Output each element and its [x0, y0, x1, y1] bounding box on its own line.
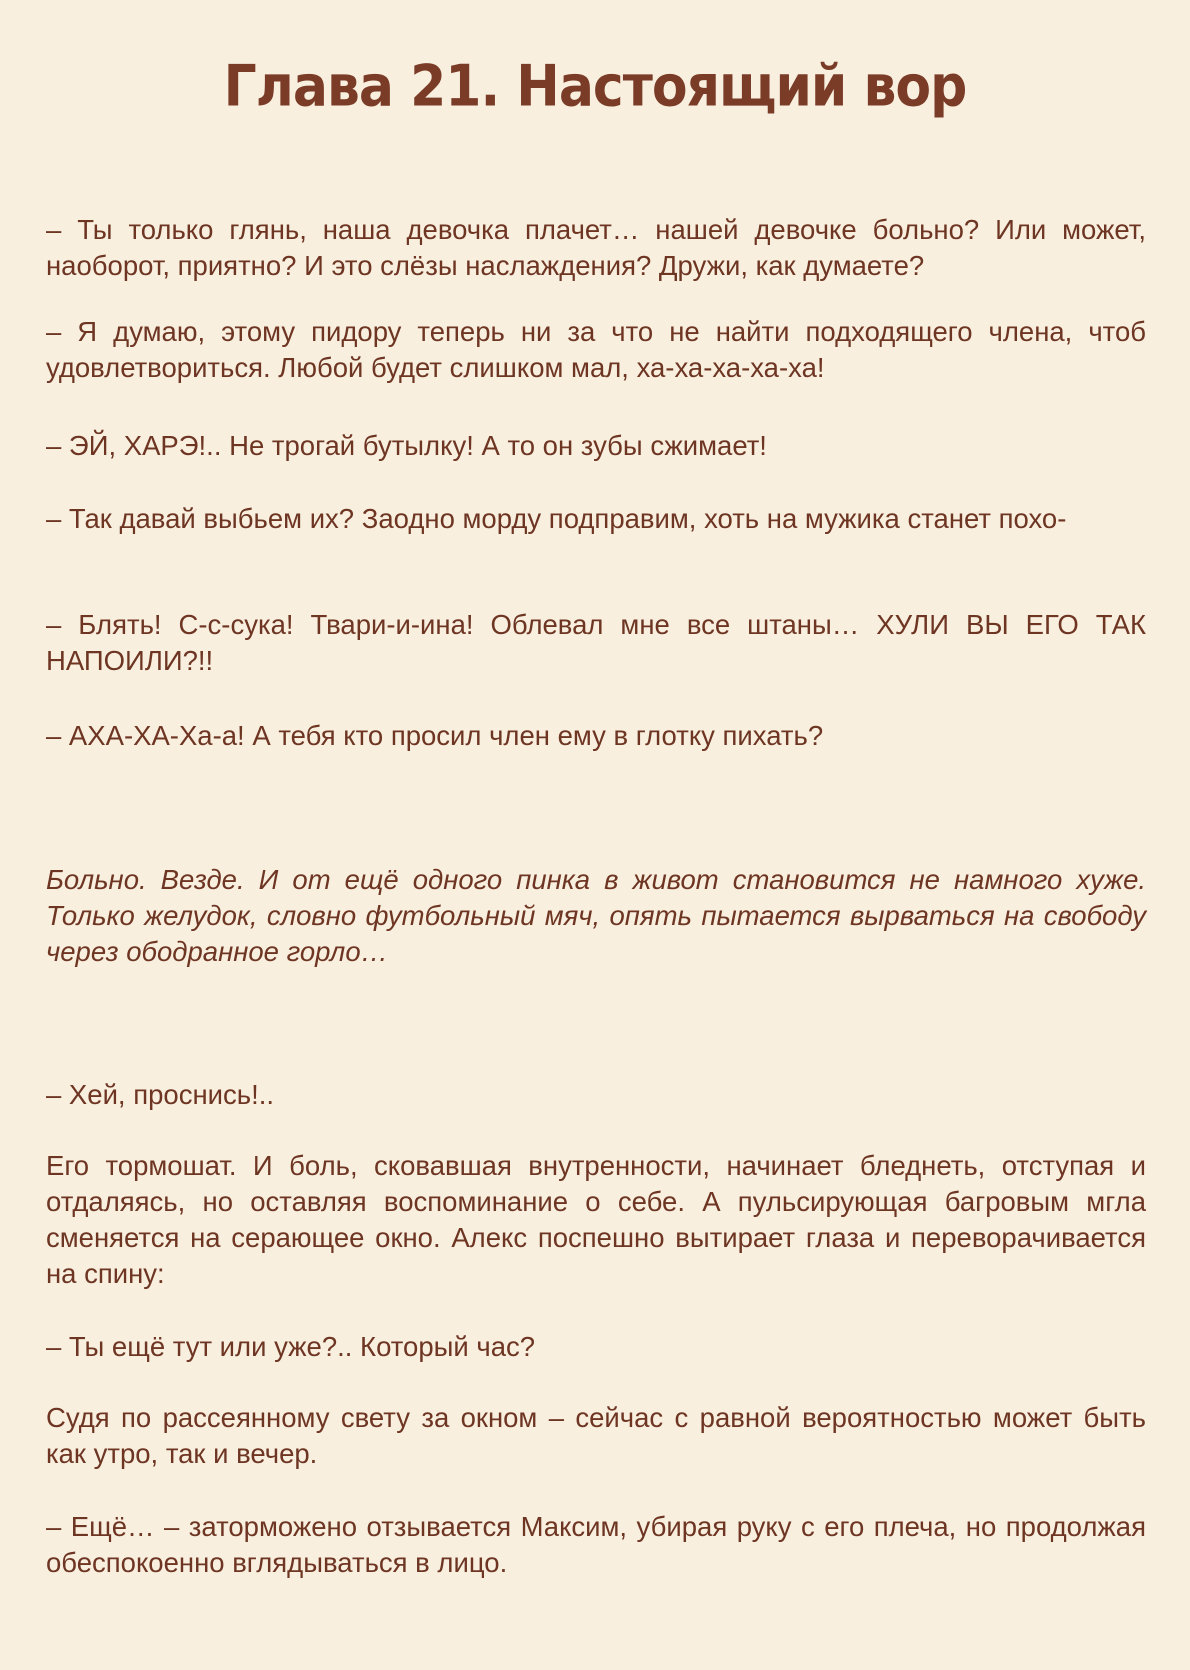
- paragraph-dialogue-5: – Блять! С-с-сука! Твари-и-ина! Облевал мне все штаны… ХУЛИ ВЫ ЕГО ТАК НАПОИЛИ?!!: [46, 609, 1146, 676]
- paragraph-dialogue-3: – ЭЙ, ХАРЭ!.. Не трогай бутылку! А то он зубы сжимает!: [46, 430, 767, 461]
- paragraph-narration-2: Судя по рассеянному свету за окном – сейчас с равной вероятностью может быть как утро, так и вечер.: [46, 1402, 1146, 1469]
- paragraph-dialogue-7: – Хей, проснись!..: [46, 1079, 274, 1110]
- paragraph-dialogue-1: – Ты только глянь, наша девочка плачет… нашей девочке больно? Или может, наоборот, приятно? И это слёзы наслаждения? Дружи, как думаете?: [46, 214, 1146, 281]
- paragraph-dialogue-8: – Ты ещё тут или уже?.. Который час?: [46, 1331, 536, 1362]
- paragraph-inner-monologue: Больно. Везде. И от ещё одного пинка в живот становится не намного хуже. Только желудок, словно футбольный мяч, опять пытается вырваться на свободу через ободранное горло…: [46, 864, 1146, 967]
- paragraph-dialogue-4: – Так давай выбьем их? Заодно морду подправим, хоть на мужика станет похо-: [46, 503, 1067, 534]
- paragraph-dialogue-9: – Ещё… – заторможено отзывается Максим, убирая руку с его плеча, но продолжая обеспокоенно вглядываться в лицо.: [46, 1511, 1146, 1578]
- chapter-title: Глава 21. Настоящий вор: [223, 54, 967, 120]
- paragraph-narration-1: Его тормошат. И боль, сковавшая внутренности, начинает бледнеть, отступая и отдаляясь, но оставляя воспоминание о себе. А пульсирующая багровым мгла сменяется на серающее окно. Алекс поспешно вытирает глаза и переворачивается на спину:: [46, 1150, 1146, 1289]
- paragraph-dialogue-2: – Я думаю, этому пидору теперь ни за что не найти подходящего члена, чтоб удовлетвориться. Любой будет слишком мал, ха-ха-ха-ха-ха!: [46, 316, 1146, 383]
- paragraph-dialogue-6: – АХА-ХА-Ха-а! А тебя кто просил член ему в глотку пихать?: [46, 720, 824, 751]
